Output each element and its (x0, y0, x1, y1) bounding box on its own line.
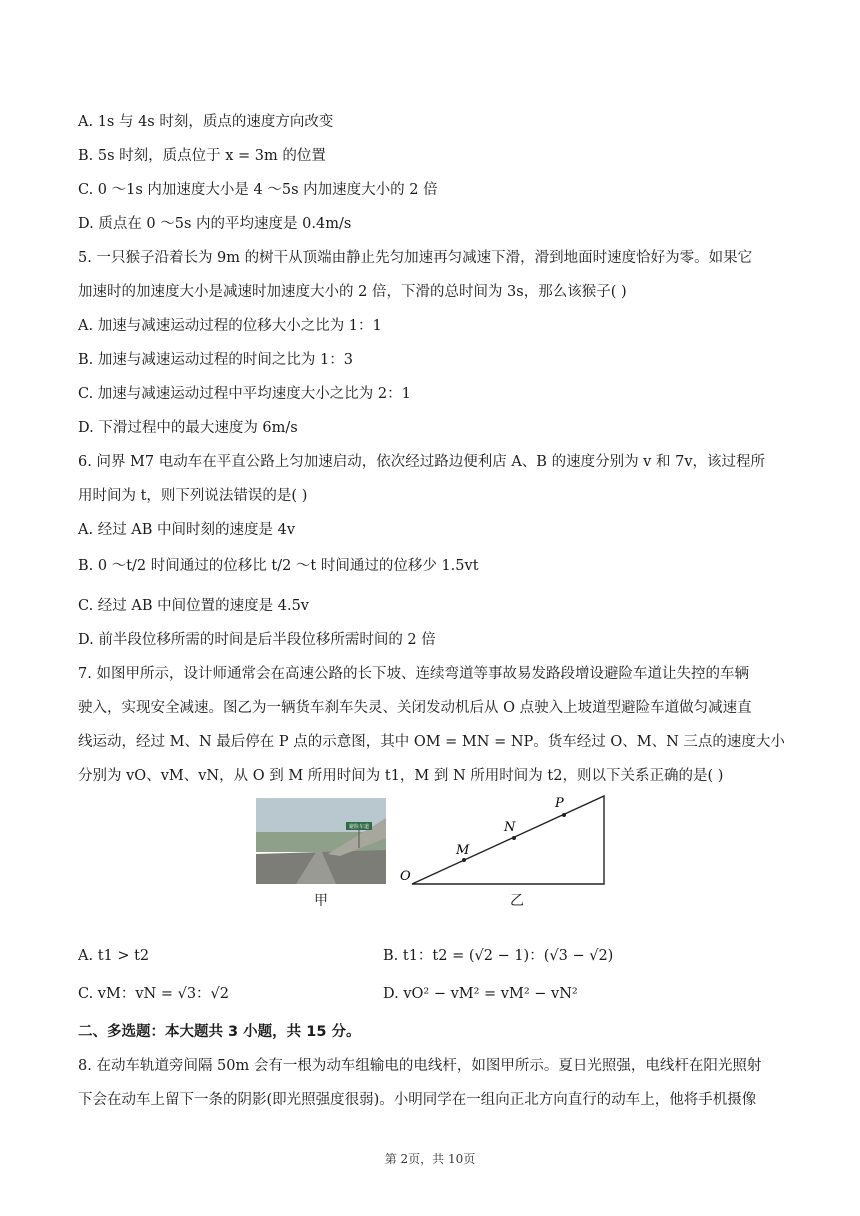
q7-stem-line4: 分别为 vO、vM、vN，从 O 到 M 所用时间为 t1，M 到 N 所用时间为 t2，则以下关系正确的是( ) (78, 768, 724, 784)
label-p: P (555, 796, 564, 811)
q4-option-d: D. 质点在 0 ～5s 内的平均速度是 0.4m/s (78, 216, 352, 232)
q5-option-d: D. 下滑过程中的最大速度为 6m/s (78, 420, 298, 436)
q7-stem-line2: 驶入，实现安全减速。图乙为一辆货车刹车失灵、关闭发动机后从 O 点驶入上坡道型避险车道做匀减速直 (78, 700, 752, 716)
page-footer: 第 2页，共 10页 (384, 1152, 476, 1166)
escape-lane-photo (256, 798, 386, 884)
q5-option-a: A. 加速与减速运动过程的位移大小之比为 1：1 (78, 318, 382, 334)
section-heading: 二、多选题：本大题共 3 小题，共 15 分。 (78, 1024, 361, 1040)
q4-option-c: C. 0 ～1s 内加速度大小是 4 ～5s 内加速度大小的 2 倍 (78, 182, 438, 198)
caption-yi: 乙 (510, 893, 524, 909)
q5-stem-line1: 5. 一只猴子沿着长为 9m 的树干从顶端由静止先匀加速再匀减速下滑，滑到地面时速度恰好为零。如果它 (78, 250, 753, 266)
slope-diagram (400, 790, 616, 890)
label-m: M (456, 843, 470, 858)
q6-option-a: A. 经过 AB 中间时刻的速度是 4v (78, 522, 296, 538)
q8-stem-line2: 下会在动车上留下一条的阴影(即光照强度很弱)。小明同学在一组向正北方向直行的动车上，他将手机摄像 (78, 1092, 757, 1108)
q6-option-d: D. 前半段位移所需的时间是后半段位移所需时间的 2 倍 (78, 632, 436, 648)
q4-option-a: A. 1s 与 4s 时刻，质点的速度方向改变 (78, 114, 334, 130)
q5-option-b: B. 加速与减速运动过程的时间之比为 1：3 (78, 352, 353, 368)
q7-option-d: D. vO² − vM² = vM² − vN² (383, 986, 578, 1002)
q5-option-c: C. 加速与减速运动过程中平均速度大小之比为 2：1 (78, 386, 411, 402)
sign-text: 避险车道 (348, 824, 370, 830)
q7-stem-line1: 7. 如图甲所示，设计师通常会在高速公路的长下坡、连续弯道等事故易发路段增设避险车道让失控的车辆 (78, 666, 749, 682)
label-n: N (504, 820, 516, 835)
q6-option-c: C. 经过 AB 中间位置的速度是 4.5v (78, 598, 310, 614)
label-o: O (400, 869, 411, 884)
q6-stem-line2: 用时间为 t，则下列说法错误的是( ) (78, 488, 308, 504)
point-p (562, 813, 566, 817)
point-m (462, 858, 466, 862)
q7-option-b: B. t1：t2 = (√2 − 1)：(√3 − √2) (383, 948, 614, 964)
q8-stem-line1: 8. 在动车轨道旁间隔 50m 会有一根为动车组输电的电线杆，如图甲所示。夏日光照强，电线杆在阳光照射 (78, 1058, 762, 1074)
point-n (512, 836, 516, 840)
q4-option-b: B. 5s 时刻，质点位于 x = 3m 的位置 (78, 148, 326, 164)
q7-stem-line3: 线运动，经过 M、N 最后停在 P 点的示意图，其中 OM = MN = NP。货车经过 O、M、N 三点的速度大小 (78, 734, 785, 750)
q7-option-c: C. vM：vN = √3：√2 (78, 986, 230, 1002)
q7-figure (256, 790, 616, 910)
caption-jia: 甲 (314, 893, 328, 909)
q6-option-b: B. 0 ～t/2 时间通过的位移比 t/2 ～t 时间通过的位移少 1.5vt (78, 558, 479, 574)
q7-option-a: A. t1 > t2 (78, 948, 150, 964)
q6-stem-line1: 6. 问界 M7 电动车在平直公路上匀加速启动，依次经过路边便利店 A、B 的速度分别为 v 和 7v，该过程所 (78, 454, 766, 470)
q5-stem-line2: 加速时的加速度大小是减速时加速度大小的 2 倍，下滑的总时间为 3s，那么该猴子( ) (78, 284, 627, 300)
